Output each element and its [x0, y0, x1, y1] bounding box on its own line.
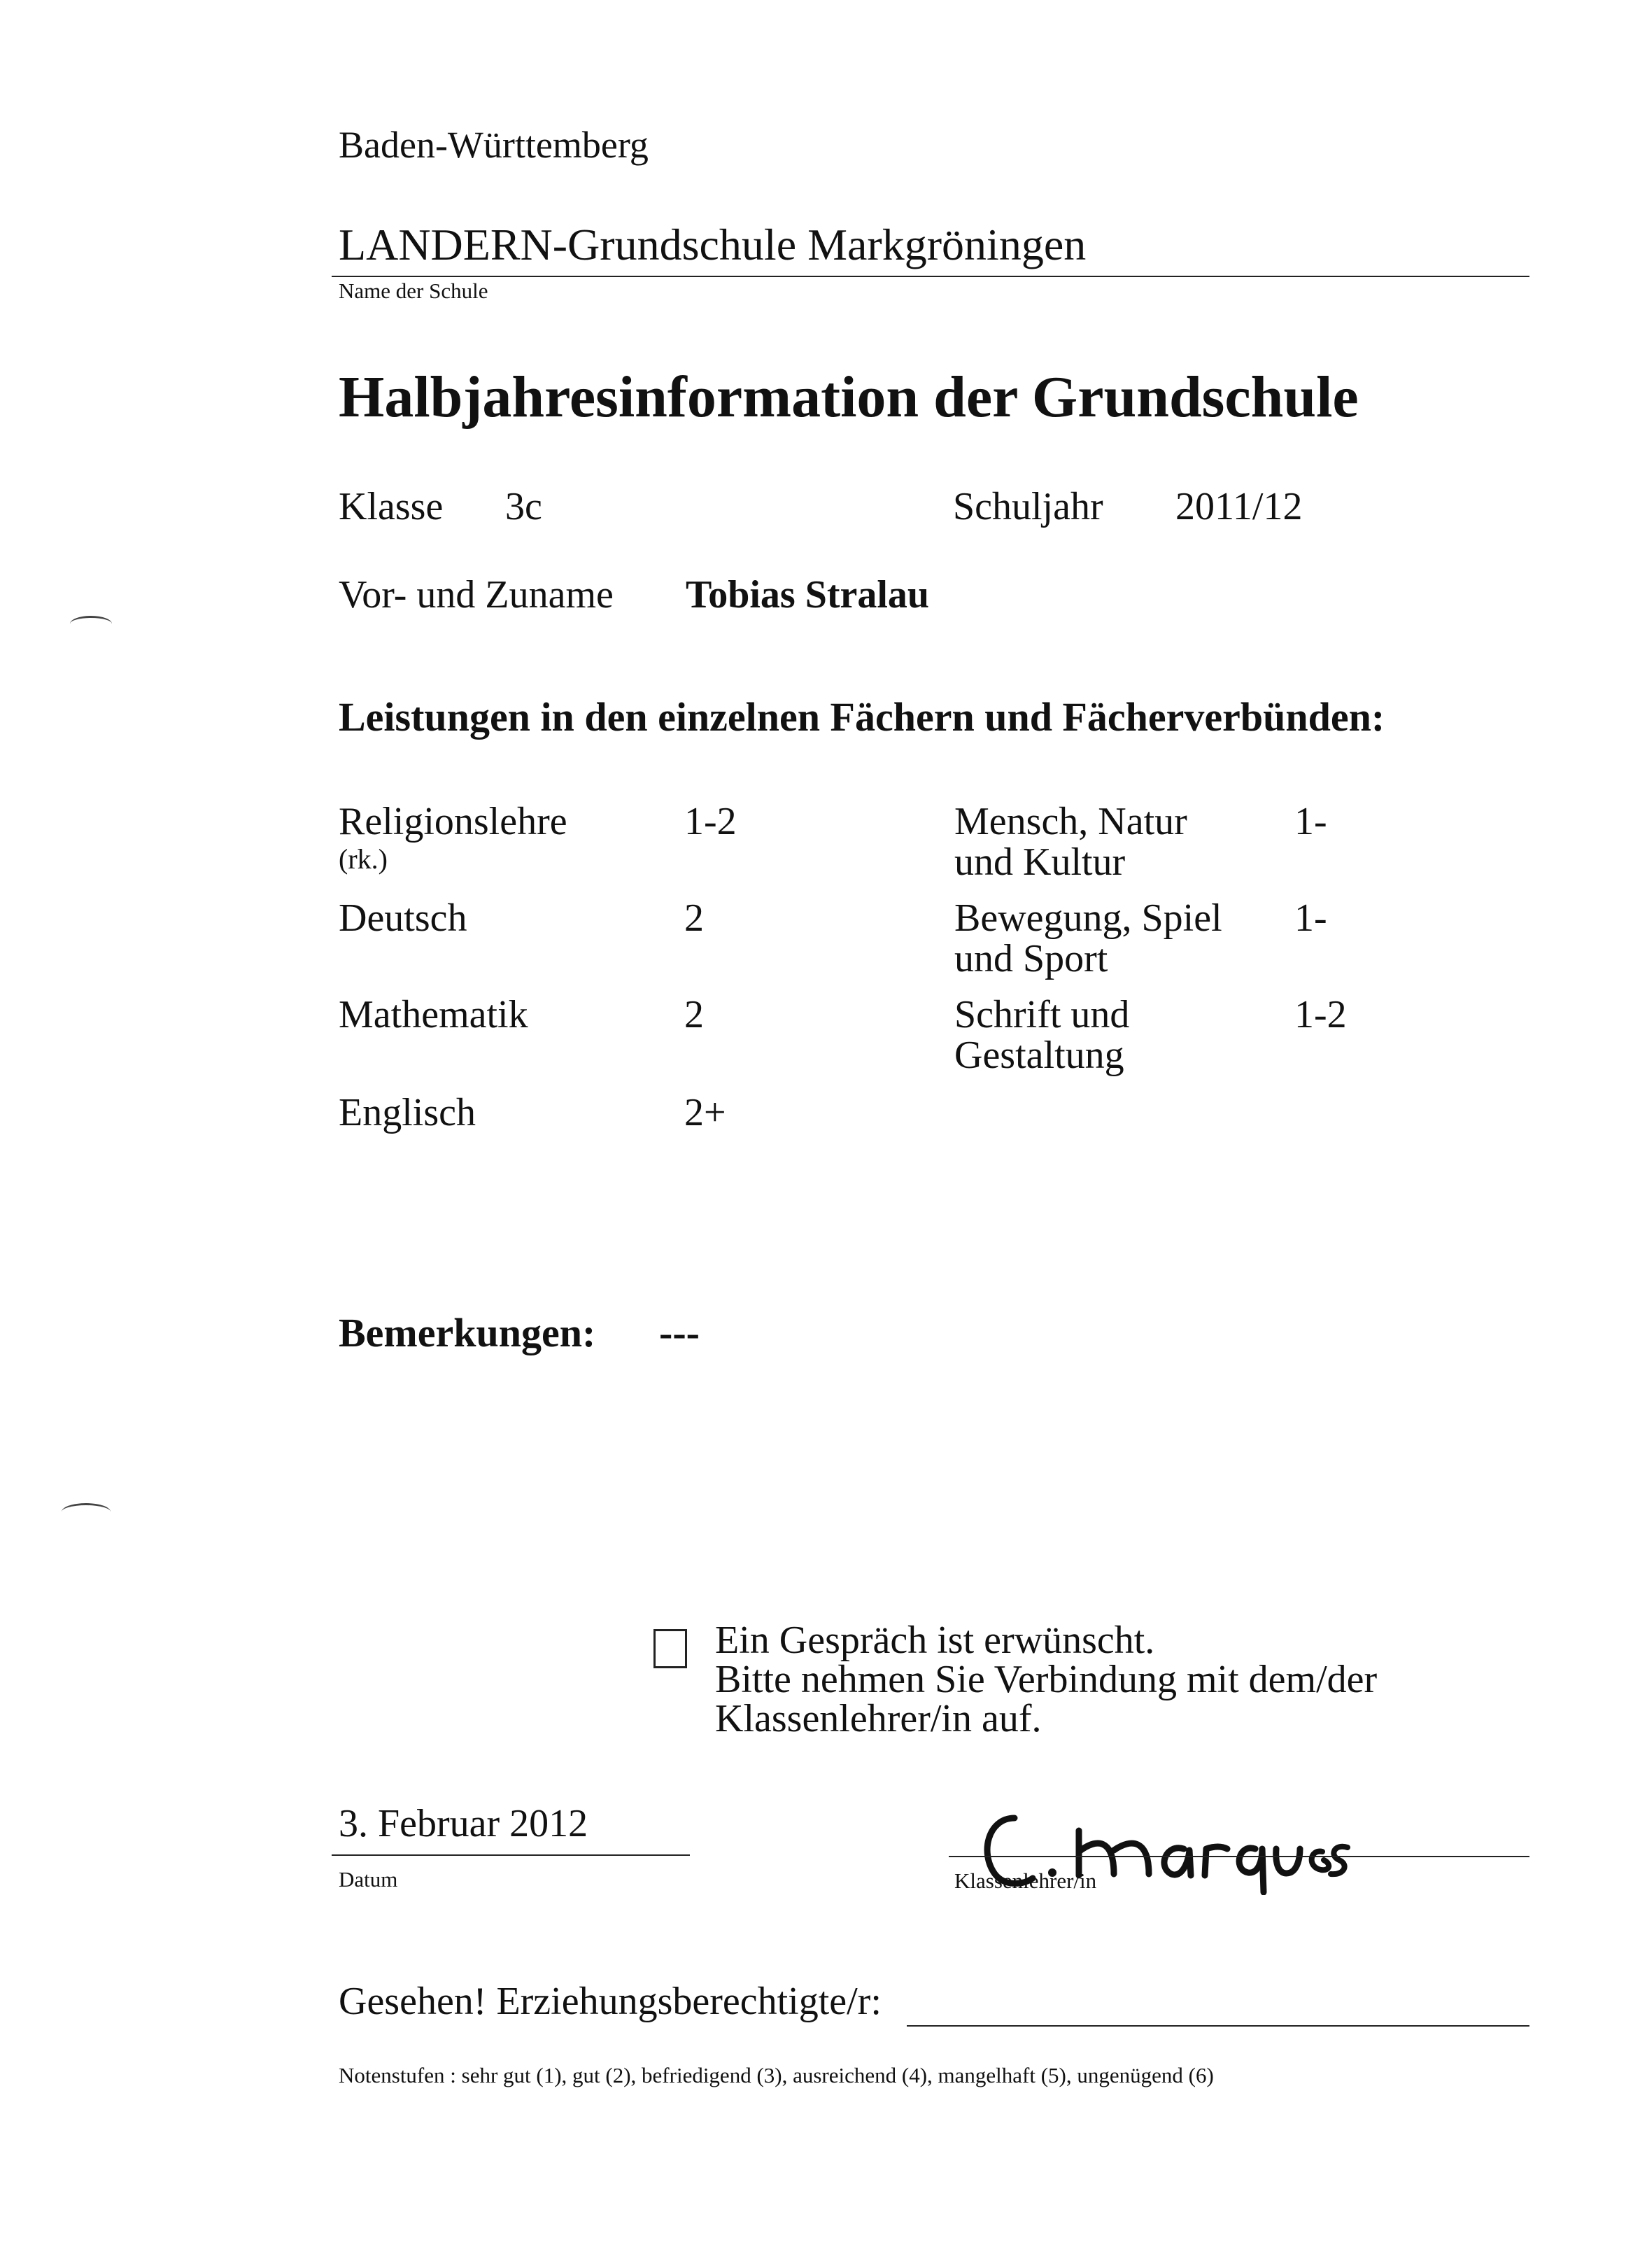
- remarks-label: Bemerkungen:: [339, 1310, 596, 1355]
- document-title: Halbjahresinformation der Grundschule: [339, 365, 1359, 430]
- date-label: Datum: [339, 1867, 398, 1892]
- grade-schrift-gestaltung: 1-2: [1294, 993, 1347, 1036]
- guardian-signature-line: [907, 2025, 1529, 2027]
- subject-schrift-gestaltung: [954, 995, 1129, 1075]
- date-value: 3. Februar 2012: [339, 1802, 588, 1845]
- subject-name-sub: Gestaltung: [954, 1034, 1124, 1077]
- school-name-underline: [332, 276, 1529, 277]
- subject-name: Schrift und: [954, 993, 1130, 1036]
- date-underline: [332, 1854, 690, 1856]
- teacher-label: Klassenlehrer/in: [954, 1868, 1097, 1893]
- grade-religion: 1-2: [684, 800, 737, 843]
- subject-mensch-natur-kultur: [954, 802, 1187, 882]
- teacher-signature-underline: [949, 1856, 1529, 1857]
- subject-name-sub: und Kultur: [954, 840, 1126, 884]
- remarks-value: ---: [659, 1310, 700, 1355]
- scan-mark: [70, 616, 112, 632]
- state-name: Baden-Württemberg: [339, 124, 649, 166]
- school-name: LANDERN-Grundschule Markgröningen: [339, 220, 1087, 269]
- school-name-label: Name der Schule: [339, 279, 488, 303]
- class-label: Klasse: [339, 485, 444, 528]
- subject-name-sub: und Sport: [954, 937, 1108, 980]
- class-value: 3c: [505, 485, 542, 528]
- grade-bewegung-spiel-sport: 1-: [1294, 896, 1327, 940]
- subject-name-sub: (rk.): [339, 843, 388, 875]
- subjects-heading: Leistungen in den einzelnen Fächern und Fächerverbünden:: [339, 694, 1385, 740]
- subject-bewegung-spiel-sport: [954, 896, 1222, 980]
- grade-mensch-natur-kultur: 1-: [1294, 800, 1327, 843]
- conversation-line-2: Bitte nehmen Sie Verbindung mit dem/der: [715, 1658, 1378, 1701]
- conversation-line-3: Klassenlehrer/in auf.: [715, 1697, 1042, 1740]
- school-year-label: Schuljahr: [953, 485, 1103, 528]
- name-label: Vor- und Zuname: [339, 573, 614, 617]
- grading-footnote: Notenstufen : sehr gut (1), gut (2), befriedigend (3), ausreichend (4), mangelhaft (5), ungenügend (6): [339, 2063, 1214, 2087]
- grade-mathematik: 2: [684, 993, 704, 1036]
- conversation-checkbox[interactable]: [653, 1629, 687, 1668]
- guardian-label: Gesehen! Erziehungsberechtigte/r:: [339, 1980, 882, 2023]
- subject-deutsch: Deutsch: [339, 896, 467, 940]
- subject-name: Bewegung, Spiel: [954, 896, 1222, 940]
- subject-name: Mensch, Natur: [954, 800, 1187, 843]
- subject-name: Religionslehre: [339, 800, 567, 843]
- school-year-value: 2011/12: [1175, 485, 1303, 528]
- subject-religion: [339, 800, 567, 875]
- conversation-line-1: Ein Gespräch ist erwünscht.: [715, 1619, 1155, 1662]
- grade-englisch: 2+: [684, 1091, 726, 1134]
- scan-mark: [62, 1503, 111, 1521]
- subject-englisch: Englisch: [339, 1091, 476, 1134]
- subject-mathematik: Mathematik: [339, 993, 528, 1036]
- student-name: Tobias Stralau: [686, 573, 930, 617]
- grade-deutsch: 2: [684, 896, 704, 940]
